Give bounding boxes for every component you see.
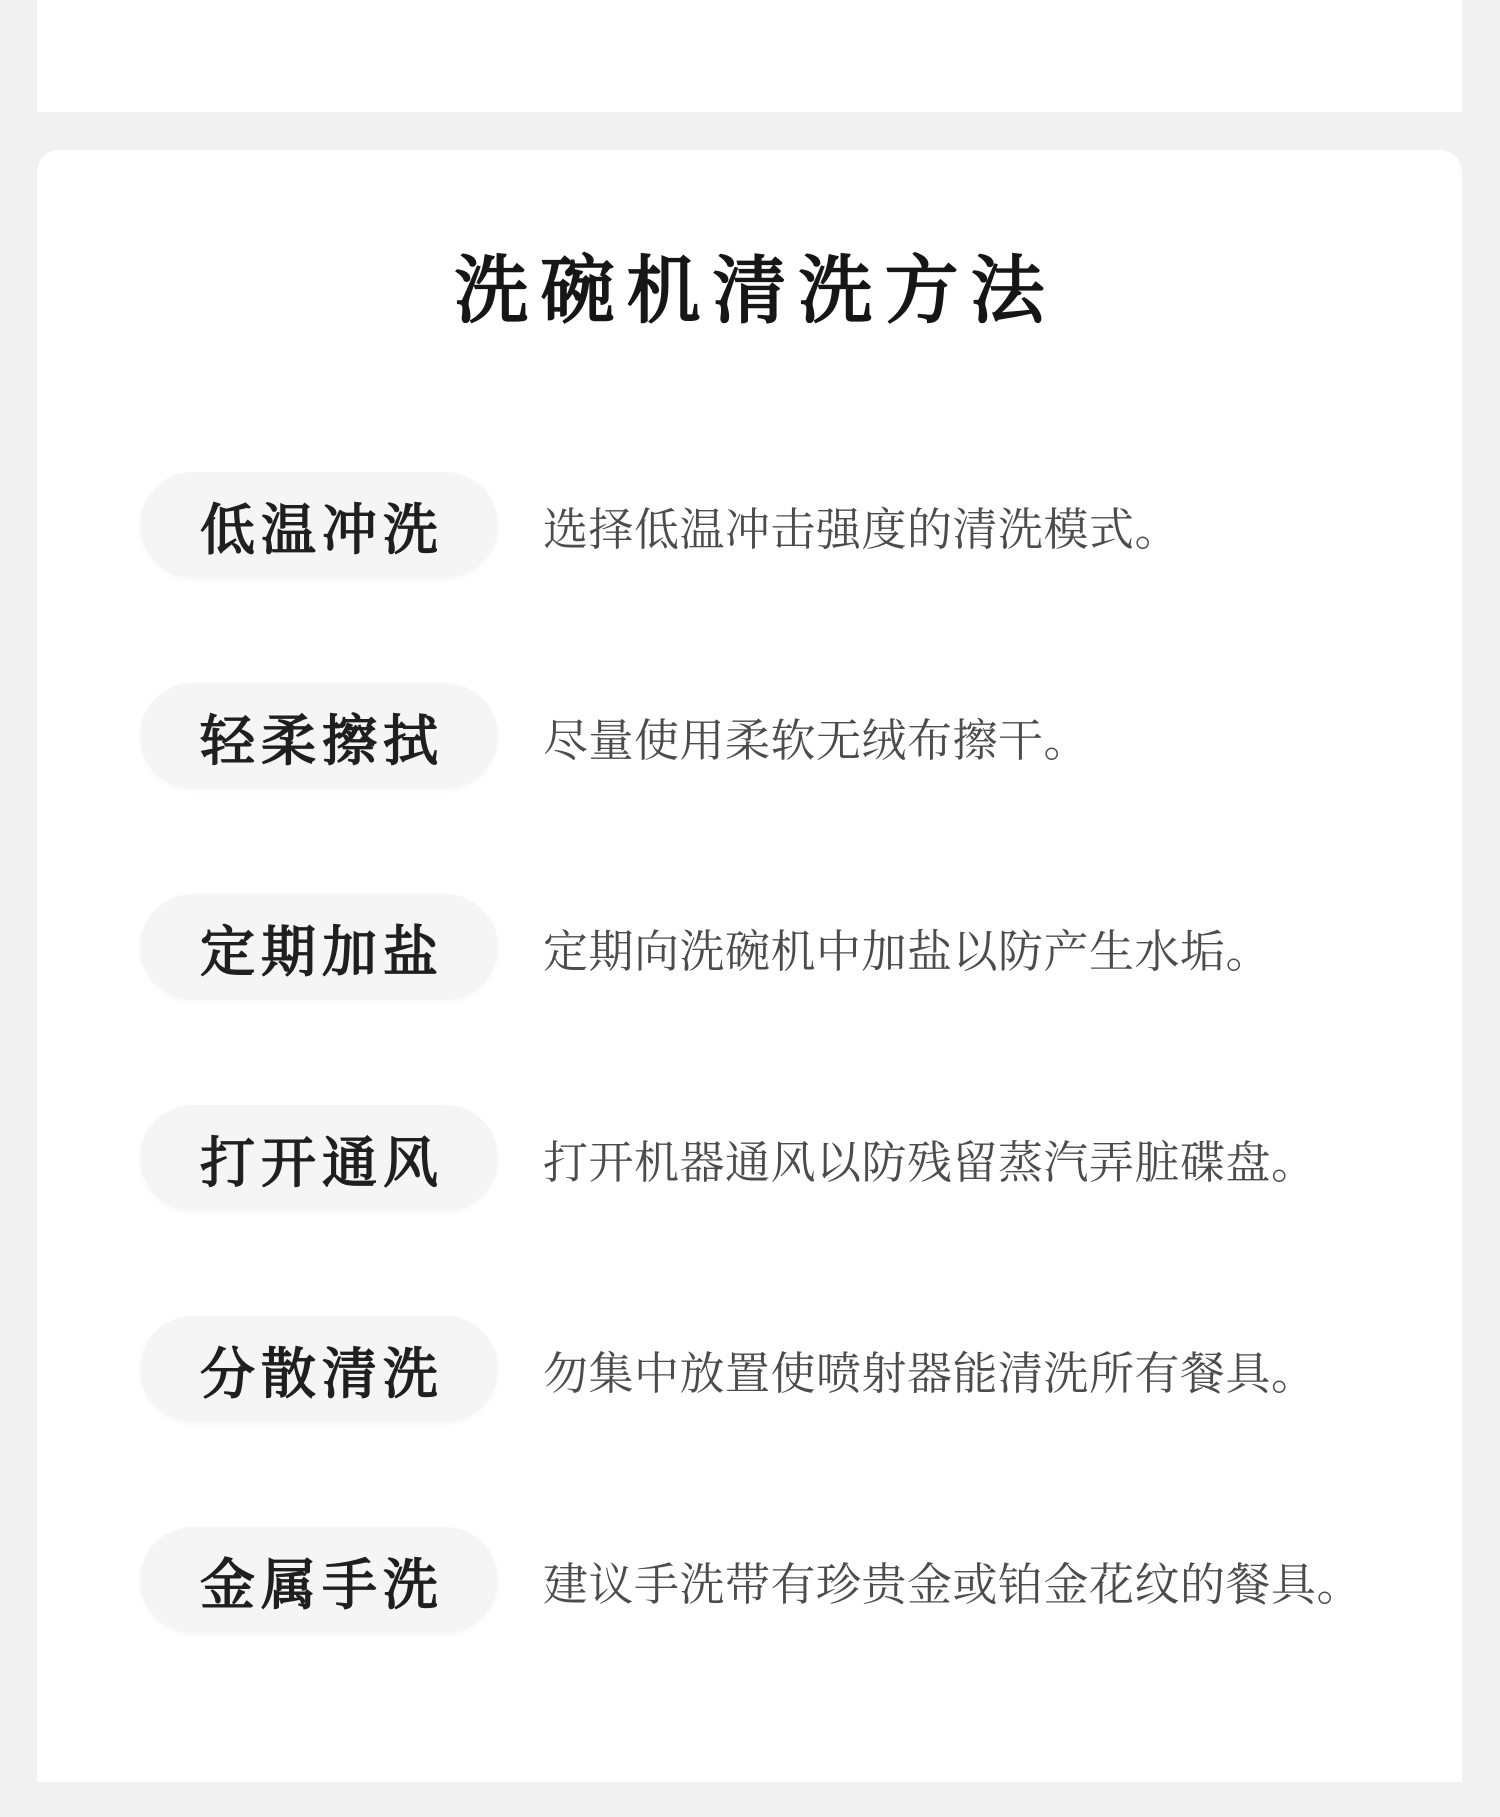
care-item — [140, 1527, 1462, 1633]
care-item-description: 定期向洗碗机中加盐以防产生水垢。 — [543, 925, 1272, 977]
care-item-label-pill: 轻柔擦拭 — [140, 683, 498, 789]
care-item-description: 建议手洗带有珍贵金或铂金花纹的餐具。 — [543, 1558, 1363, 1610]
care-item — [140, 1105, 1462, 1211]
section-title: 洗碗机清洗方法 — [454, 251, 1057, 333]
care-item-description: 勿集中放置使喷射器能清洗所有餐具。 — [543, 1347, 1317, 1399]
care-item — [140, 894, 1462, 1000]
care-instructions-card — [37, 150, 1462, 1782]
care-item-description: 打开机器通风以防残留蒸汽弄脏碟盘。 — [543, 1136, 1317, 1188]
care-item-label-pill: 低温冲洗 — [140, 472, 498, 578]
care-item — [140, 1316, 1462, 1422]
care-item-description: 尽量使用柔软无绒布擦干。 — [543, 714, 1090, 766]
previous-section-bottom — [37, 0, 1462, 112]
care-item-label-pill: 分散清洗 — [140, 1316, 498, 1422]
care-item-label-pill: 金属手洗 — [140, 1527, 498, 1633]
care-item — [140, 683, 1462, 789]
care-item-label-pill: 打开通风 — [140, 1105, 498, 1211]
care-item-description: 选择低温冲击强度的清洗模式。 — [543, 503, 1181, 555]
care-item-label-pill: 定期加盐 — [140, 894, 498, 1000]
care-instruction-list — [37, 472, 1462, 1633]
care-item — [140, 472, 1462, 578]
